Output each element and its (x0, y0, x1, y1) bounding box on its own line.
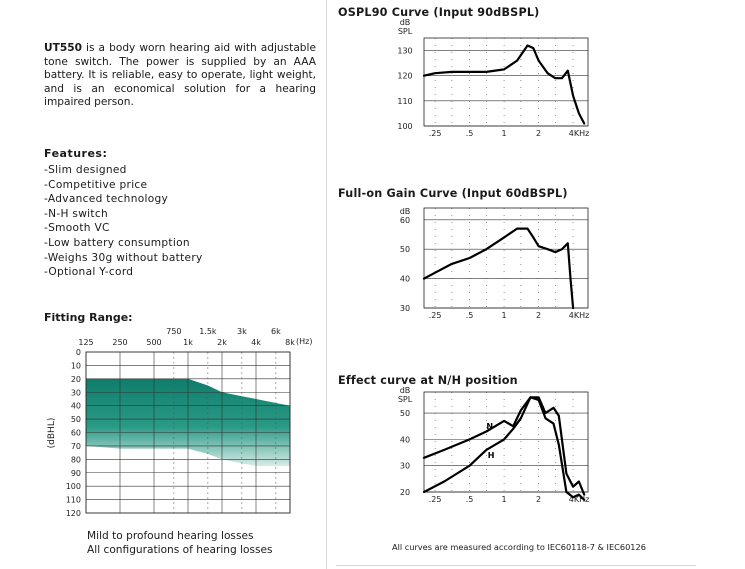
x-tick-label: .5 (465, 129, 474, 138)
chart-frame (424, 38, 588, 126)
column-divider (326, 0, 327, 569)
freq-label-top: 6k (271, 327, 281, 336)
y-tick-label: 80 (70, 455, 81, 465)
x-tick-label: 4KHz (568, 129, 590, 138)
feature-item: -Competitive price (44, 178, 148, 191)
bottom-divider (336, 565, 696, 566)
unit-label: dB (399, 207, 411, 216)
effect-chart (380, 382, 620, 508)
y-tick-label: 40 (399, 435, 411, 445)
y-tick-label: 0 (75, 348, 81, 357)
y-tick-label: 30 (399, 304, 411, 313)
y-tick-label: 30 (399, 461, 411, 471)
freq-label-top: 1.5k (199, 327, 217, 336)
unit-label: (Hz) (296, 337, 313, 346)
x-tick-label: 2 (536, 129, 542, 138)
y-tick-label: 20 (399, 488, 411, 497)
feature-item: -N-H switch (44, 207, 109, 220)
fitting-notes (87, 530, 273, 557)
fitting-note: All configurations of hearing losses (87, 543, 273, 556)
curve-label: N (486, 421, 494, 431)
x-tick-label: 1 (501, 495, 507, 504)
freq-label-top: 3k (237, 327, 247, 336)
y-tick-label: 130 (397, 46, 413, 56)
freq-label: 4k (251, 338, 261, 347)
features-heading: Features: (44, 147, 108, 160)
product-description (44, 42, 316, 110)
y-tick-label: 120 (65, 509, 81, 518)
y-tick-label: 60 (70, 428, 81, 438)
fitting-range-heading: Fitting Range: (44, 311, 133, 324)
effect-title: Effect curve at N/H position (338, 374, 518, 387)
description-text: is a body worn hearing aid with adjustable tone switch. The power is supplied by an AAA battery. It is reliable, easy to operate, light weight, and is an economical solution for a hearing impaired person. (44, 42, 316, 109)
feature-item: -Low battery consumption (44, 236, 190, 249)
y-tick-label: 20 (70, 374, 81, 384)
ospl90-chart (380, 16, 620, 140)
feature-item: -Slim designed (44, 164, 127, 176)
freq-label: 250 (112, 338, 128, 347)
unit-label: dB (399, 18, 411, 27)
y-tick-label: 70 (70, 441, 81, 451)
fitting-note: Mild to profound hearing losses (87, 530, 254, 542)
x-tick-label: .25 (428, 129, 442, 138)
curve-series (424, 229, 573, 308)
measurement-footnote: All curves are measured according to IEC60118-7 & IEC60126 (392, 542, 646, 552)
model-name: UT550 (44, 42, 82, 54)
freq-label-top: 750 (166, 327, 182, 336)
y-axis-label: (dBHL) (47, 417, 57, 449)
freq-label: 8k (285, 338, 295, 347)
unit-label: SPL (397, 27, 413, 36)
curve-label: H (487, 450, 495, 460)
x-tick-label: .25 (428, 495, 442, 504)
y-tick-label: 40 (70, 401, 81, 411)
gain-chart (380, 202, 620, 324)
freq-label: 1k (183, 338, 193, 347)
unit-label: dB (399, 386, 411, 395)
y-tick-label: 120 (397, 71, 413, 81)
y-tick-label: 30 (70, 388, 81, 398)
y-tick-label: 50 (70, 415, 81, 425)
x-tick-label: 2 (536, 495, 542, 504)
x-tick-label: 1 (501, 311, 507, 320)
y-tick-label: 110 (65, 495, 81, 505)
chart-frame (424, 208, 588, 308)
feature-item: -Smooth VC (44, 222, 110, 235)
feature-item: -Weighs 30g without battery (44, 251, 203, 264)
y-tick-label: 10 (70, 361, 81, 371)
feature-item: -Optional Y-cord (44, 266, 134, 279)
y-tick-label: 90 (70, 468, 81, 478)
y-tick-label: 50 (399, 409, 411, 419)
freq-label: 500 (146, 338, 162, 347)
fitting-range-chart (40, 322, 330, 524)
curve-series (424, 46, 584, 124)
gain-title: Full-on Gain Curve (Input 60dBSPL) (338, 187, 568, 200)
x-tick-label: 2 (536, 311, 542, 320)
ospl90-title: OSPL90 Curve (Input 90dBSPL) (338, 6, 540, 19)
y-tick-label: 110 (397, 96, 413, 106)
unit-label: SPL (397, 395, 413, 404)
feature-item: -Advanced technology (44, 193, 169, 206)
x-tick-label: .5 (465, 311, 474, 320)
y-tick-label: 60 (399, 215, 411, 225)
freq-label: 125 (78, 338, 94, 347)
x-tick-label: 4KHz (568, 495, 590, 504)
freq-label: 2k (217, 338, 227, 347)
features-list (44, 163, 203, 280)
x-tick-label: .5 (465, 495, 474, 504)
y-tick-label: 100 (397, 122, 413, 131)
x-tick-label: 1 (501, 129, 507, 138)
y-tick-label: 50 (399, 245, 411, 255)
x-tick-label: 4KHz (568, 311, 590, 320)
y-tick-label: 40 (399, 274, 411, 284)
x-tick-label: .25 (428, 311, 442, 320)
y-tick-label: 100 (65, 482, 81, 492)
